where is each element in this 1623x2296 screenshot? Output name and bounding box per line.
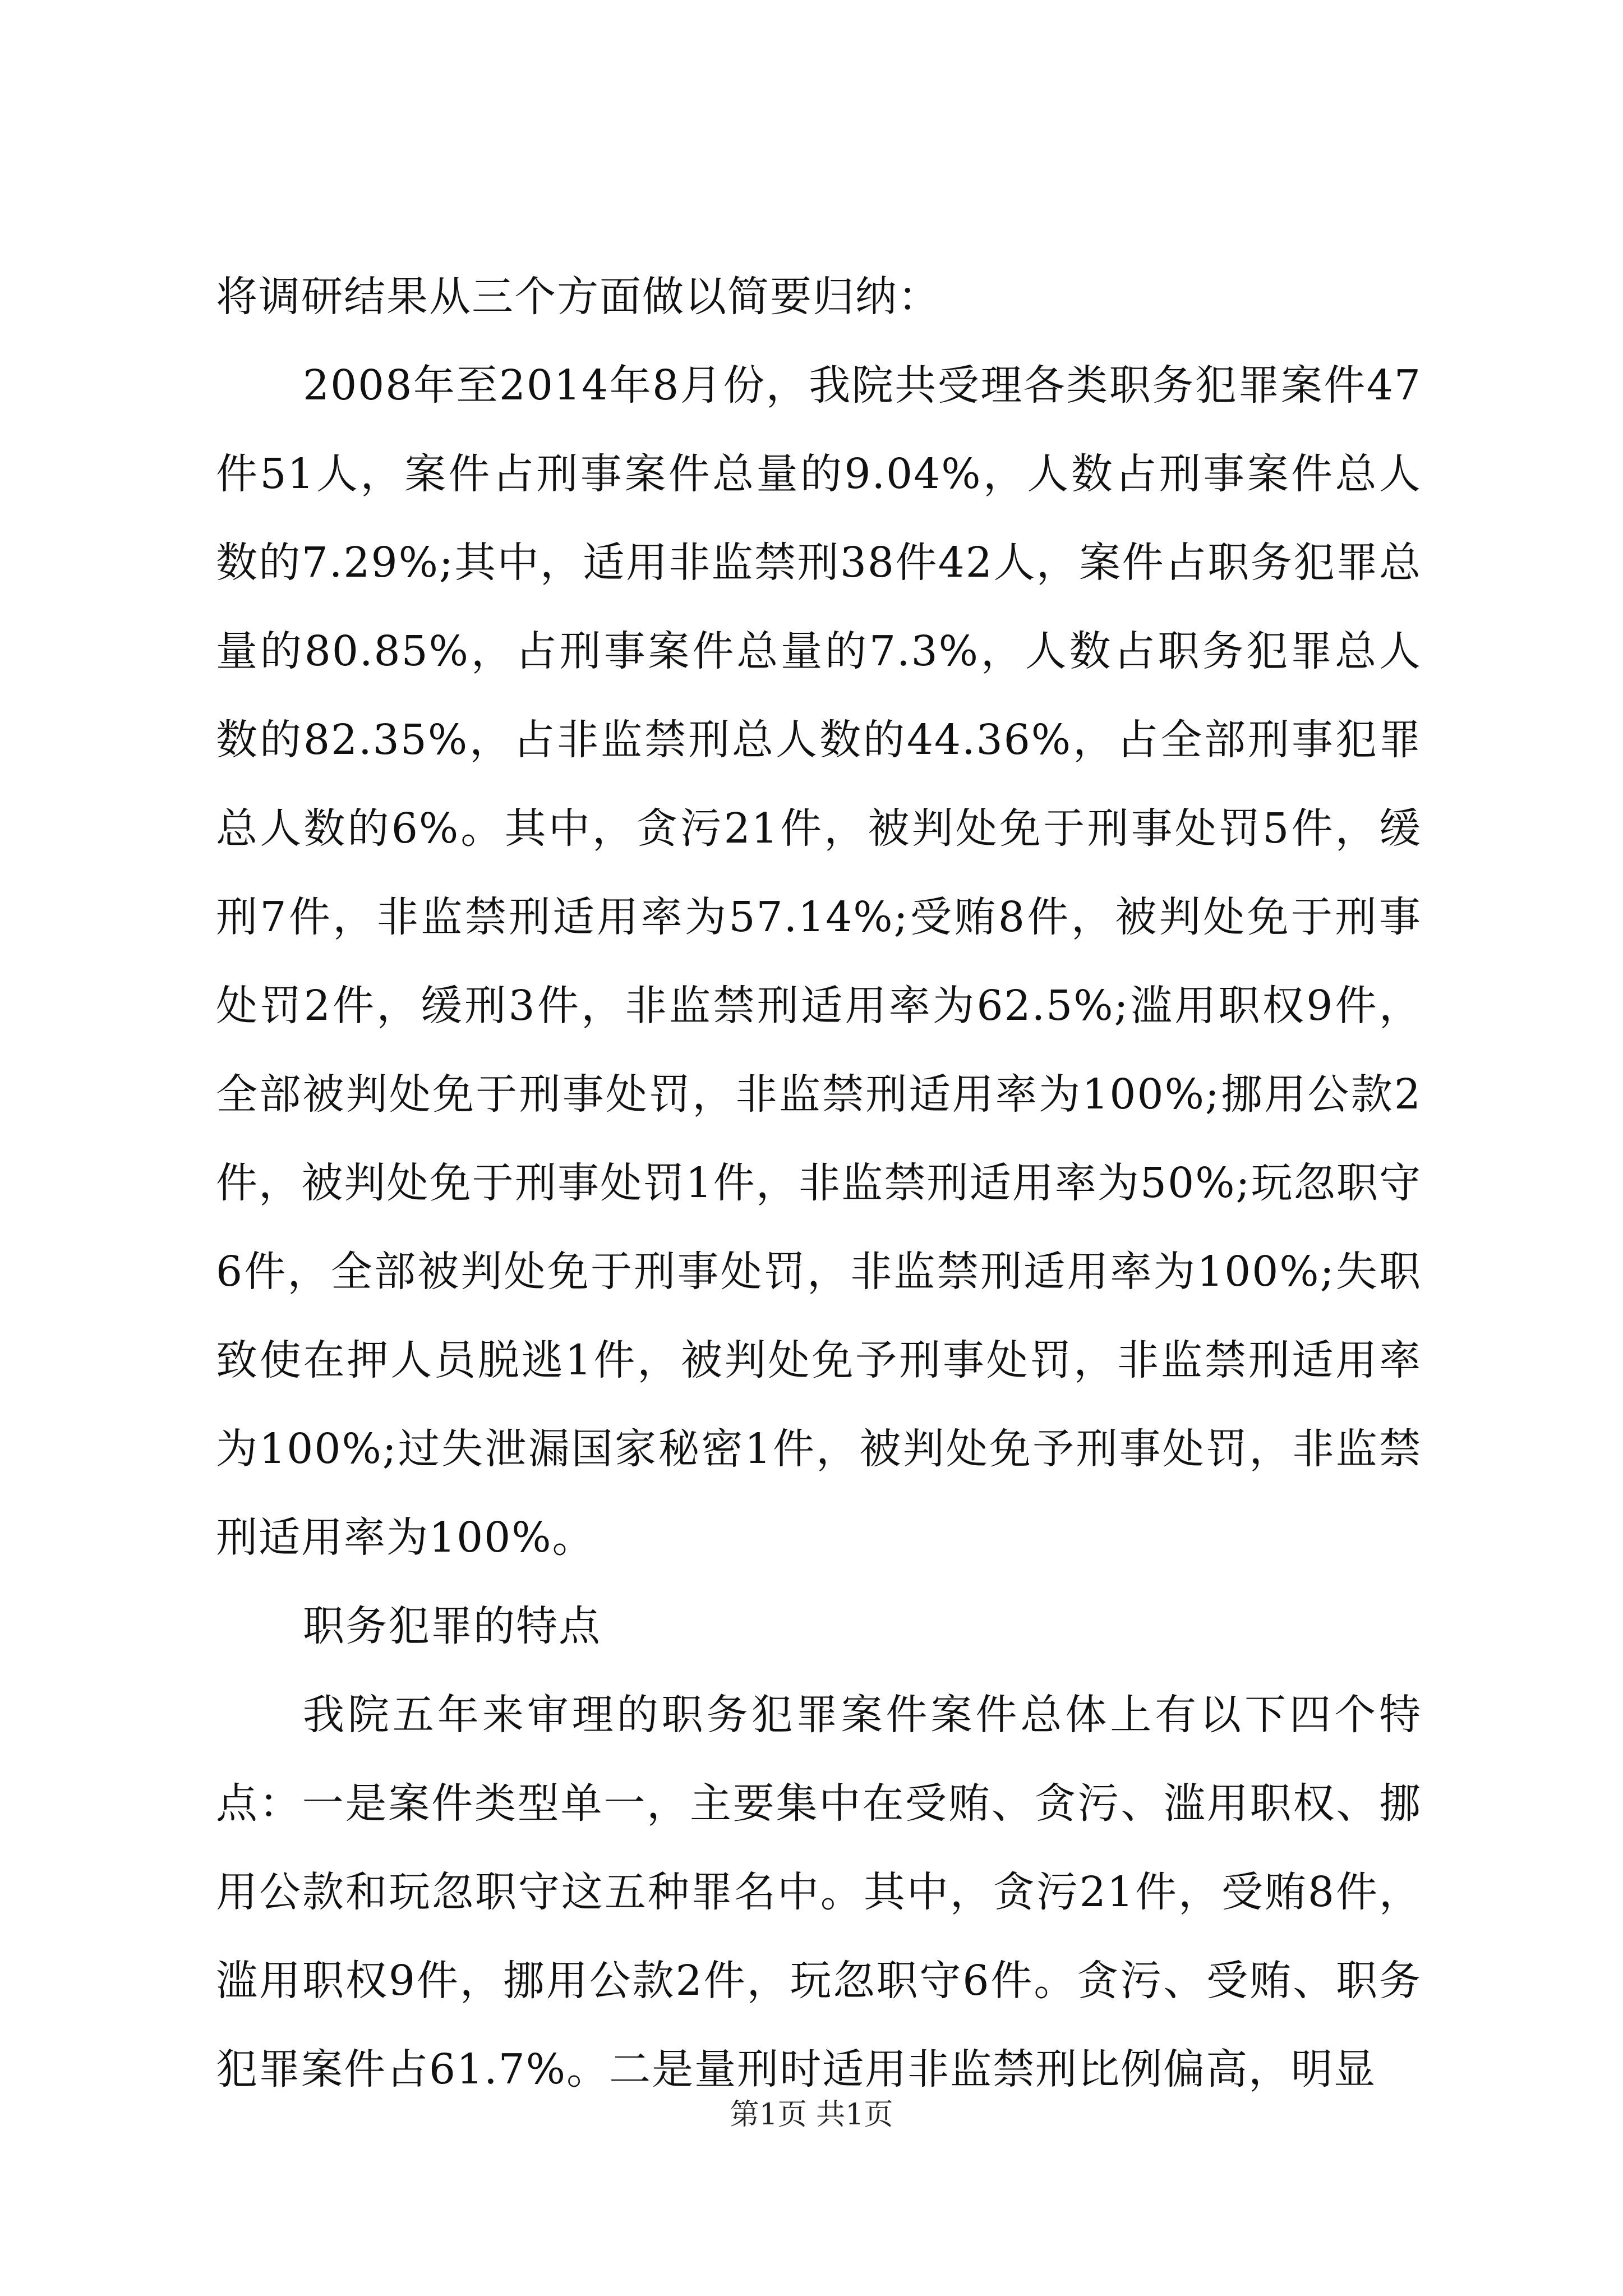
- page-footer: 第1页 共1页: [730, 2098, 893, 2132]
- section-heading: 职务犯罪的特点: [303, 1602, 601, 1650]
- paragraph-features: 我院五年来审理的职务犯罪案件案件总体上有以下四个特点：一是案件类型单一，主要集中在受贿、贪污、滥用职权、挪用公款和玩忽职守这五种罪名中。其中，贪污21件，受贿8件，滥用职权9件，挪用公款2件，玩忽职守6件。贪污、受贿、职务犯罪案件占61.7%。二是量刑时适用非监禁刑比例偏高，明显: [216, 1691, 1422, 2093]
- document-body: [216, 252, 1422, 2114]
- paragraph-intro: 将调研结果从三个方面做以简要归纳：: [216, 273, 940, 321]
- paragraph-statistics: 2008年至2014年8月份，我院共受理各类职务犯罪案件47件51人，案件占刑事案件总量的9.04%，人数占刑事案件总人数的7.29%;其中，适用非监禁刑38件42人，案件占职务犯罪总量的80.85%，占刑事案件总量的7.3%，人数占职务犯罪总人数的82.35%，占非监禁刑总人数的44.36%，占全部刑事犯罪总人数的6%。其中，贪污21件，被判处免于刑事处罚5件，缓刑7件，非监禁刑适用率为57.14%;受贿8件，被判处免于刑事处罚2件，缓刑3件，非监禁刑适用率为62.5%;滥用职权9件，全部被判处免于刑事处罚，非监禁刑适用率为100%;挪用公款2件，被判处免于刑事处罚1件，非监禁刑适用率为50%;玩忽职守6件，全部被判处免于刑事处罚，非监禁刑适用率为100%;失职致使在押人员脱逃1件，被判处免予刑事处罚，非监禁刑适用率为100%;过失泄漏国家秘密1件，被判处免予刑事处罚，非监禁刑适用率为100%。: [216, 361, 1422, 1562]
